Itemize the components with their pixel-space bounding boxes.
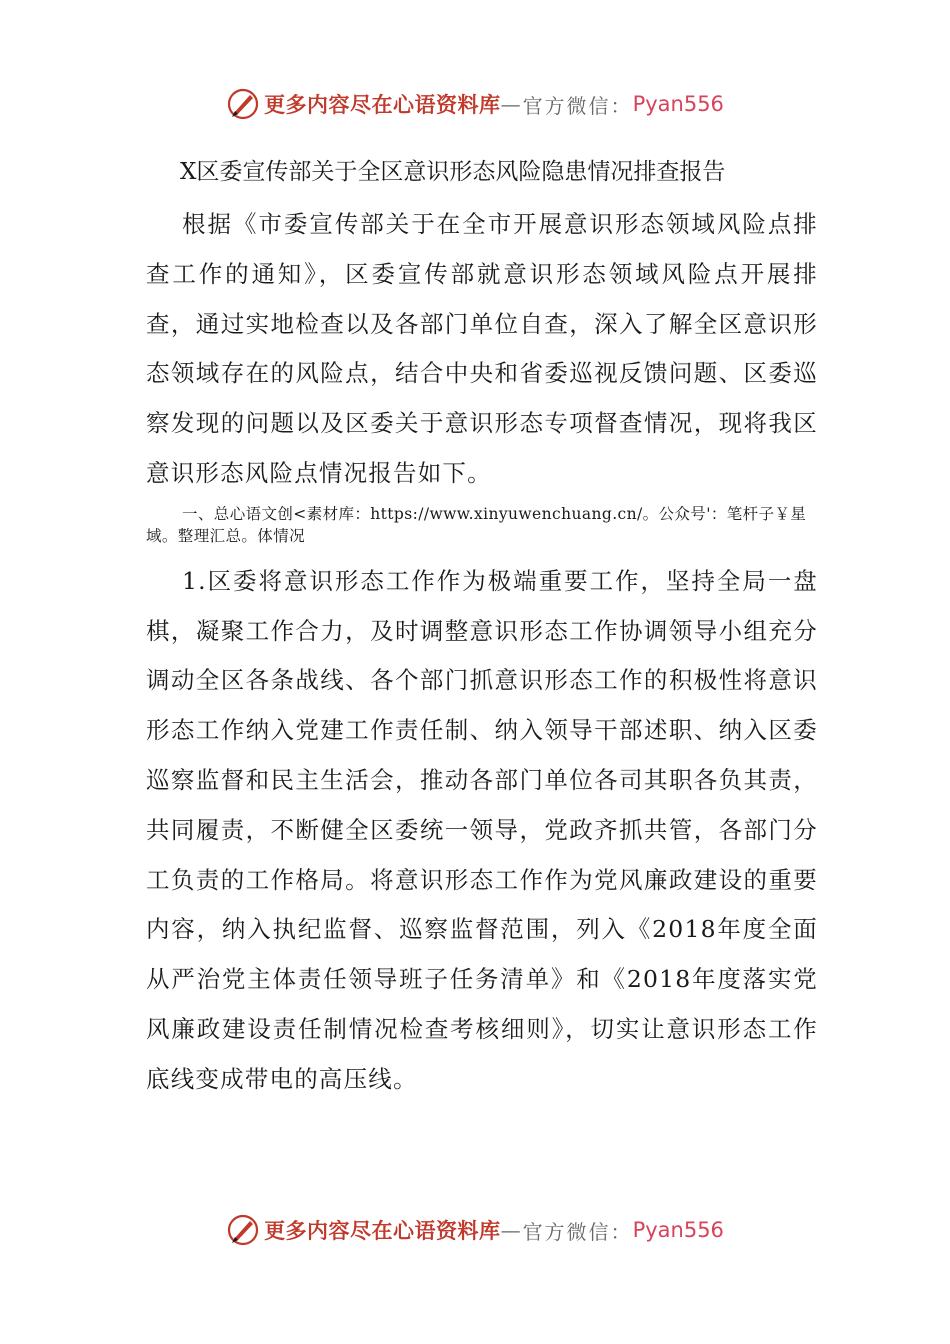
banner-dash: — — [500, 92, 523, 116]
intro-paragraph: 根据《市委宣传部关于在全市开展意识形态领域风险点排查工作的通知》，区委宣传部就意识形态领域风险点开展排查，通过实地检查以及各部门单位自查，深入了解全区意识形态领域存在的风险点，结合中央和省委巡视反馈问题、区委巡察发现的问题以及区委关于意识形态专项督查情况，现将我区意识形态风险点情况报告如下。 — [146, 210, 818, 487]
banner-official-label: 官方微信： — [522, 93, 633, 118]
header-watermark-banner — [0, 84, 950, 124]
pen-logo-icon — [226, 1213, 260, 1247]
banner-official-label: 官方微信： — [522, 1219, 633, 1244]
banner-brand-text: 更多内容尽在心语资料库 — [264, 1218, 501, 1243]
banner-account: Pyan556 — [632, 1218, 724, 1242]
footer-watermark-banner — [0, 1210, 950, 1250]
banner-account: Pyan556 — [632, 92, 724, 116]
document-body — [146, 148, 818, 1105]
item-1-paragraph: 1.区委将意识形态工作作为极端重要工作，坚持全局一盘棋，凝聚工作合力，及时调整意识形态工作协调领导小组充分调动全区各条战线、各个部门抓意识形态工作的积极性将意识形态工作纳入党建工作责任制、纳入领导干部述职、纳入区委巡察监督和民主生活会，推动各部门单位各司其职各负其责，共同履责，不断健全区委统一领导，党政齐抓共管，各部门分工负责的工作格局。将意识形态工作作为党风廉政建设的重要内容，纳入执纪监督、巡察监督范围，列入《2018年度全面从严治党主体责任领导班子任务清单》和《2018年度落实党风廉政建设责任制情况检查考核细则》，切实让意识形态工作底线变成带电的高压线。 — [146, 566, 818, 1093]
banner-brand-text: 更多内容尽在心语资料库 — [264, 92, 501, 117]
section-heading: 一、总心语文创<素材库：https://www.xinyuwenchuang.cn/。公众号'：笔杆子￥星域。整理汇总。体情况 — [146, 504, 807, 545]
pen-logo-icon — [226, 87, 260, 121]
document-title: X区委宣传部关于全区意识形态风险隐患情况排查报告 — [180, 159, 726, 185]
banner-dash: — — [500, 1218, 523, 1242]
